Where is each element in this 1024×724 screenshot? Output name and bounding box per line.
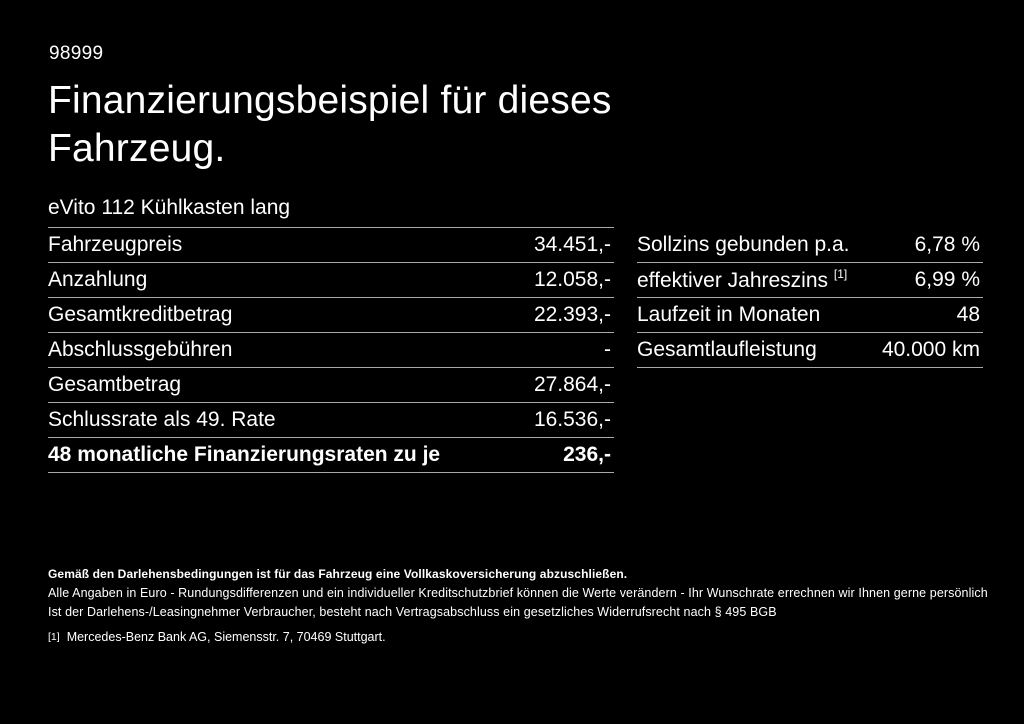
finance-row-label: 48 monatliche Finanzierungsraten zu je — [48, 443, 441, 466]
conditions-row-value: 40.000 km — [881, 338, 980, 361]
conditions-row-value: 6,78 % — [914, 233, 980, 256]
finance-row-label: Gesamtbetrag — [48, 373, 182, 396]
page-title — [48, 77, 612, 173]
finance-row-3 — [48, 333, 614, 368]
finance-row-label: Gesamtkreditbetrag — [48, 303, 233, 326]
conditions-row-2 — [637, 298, 983, 333]
finance-row-value: 12.058,- — [533, 268, 611, 291]
insurance-note: Gemäß den Darlehensbedingungen ist für das Fahrzeug eine Vollkaskoversicherung abzuschließen. — [48, 567, 628, 581]
page-title-line1: Finanzierungsbeispiel für dieses — [48, 79, 612, 122]
finance-row-0 — [48, 228, 614, 263]
finance-row-value: 34.451,- — [533, 233, 611, 256]
vehicle-model-name: eVito 112 Kühlkasten lang — [48, 188, 614, 228]
finance-row-label: Schlussrate als 49. Rate — [48, 408, 276, 431]
finance-row-value: 22.393,- — [533, 303, 611, 326]
conditions-row-0 — [637, 228, 983, 263]
finance-row-value: 27.864,- — [533, 373, 611, 396]
finance-row-6 — [48, 438, 614, 473]
finance-row-value: 236,- — [563, 443, 611, 466]
finance-row-1 — [48, 263, 614, 298]
finance-row-label: Anzahlung — [48, 268, 148, 291]
footnote-text: Mercedes-Benz Bank AG, Siemensstr. 7, 70469 Stuttgart. — [66, 630, 386, 644]
page-title-line2: Fahrzeug. — [48, 127, 226, 170]
finance-row-label: Abschlussgebühren — [48, 338, 233, 361]
finance-row-2 — [48, 298, 614, 333]
footnote-marker: [1] — [48, 631, 60, 643]
conditions-row-label: Laufzeit in Monaten — [637, 303, 821, 326]
conditions-row-label: effektiver Jahreszins [1] — [637, 266, 848, 292]
conditions-row-label: Gesamtlaufleistung — [637, 338, 817, 361]
conditions-row-label: Sollzins gebunden p.a. — [637, 233, 850, 256]
footnote — [48, 628, 988, 648]
legal-footer — [48, 565, 988, 648]
conditions-row-value: 48 — [956, 303, 980, 326]
footnote-ref-marker: [1] — [833, 266, 848, 281]
disclaimer-line-2: Ist der Darlehens-/Leasingnehmer Verbraucher, besteht nach Vertragsabschluss ein gesetzliches Widerrufsrecht nach § 495 BGB — [48, 605, 777, 619]
finance-row-5 — [48, 403, 614, 438]
vehicle-id: 98999 — [49, 43, 104, 64]
finance-row-4 — [48, 368, 614, 403]
finance-table — [48, 228, 614, 473]
conditions-row-value: 6,99 % — [914, 268, 980, 291]
disclaimer-line-1: Alle Angaben in Euro - Rundungsdifferenzen und ein individueller Kreditschutzbrief können die Werte verändern - Ihr Wunschrate errechnen wir Ihnen gerne persönlich — [48, 586, 988, 600]
finance-row-label: Fahrzeugpreis — [48, 233, 183, 256]
conditions-table — [637, 228, 983, 368]
conditions-row-3 — [637, 333, 983, 368]
finance-row-value: 16.536,- — [533, 408, 611, 431]
finance-row-value: - — [604, 338, 611, 361]
conditions-row-1 — [637, 263, 983, 298]
